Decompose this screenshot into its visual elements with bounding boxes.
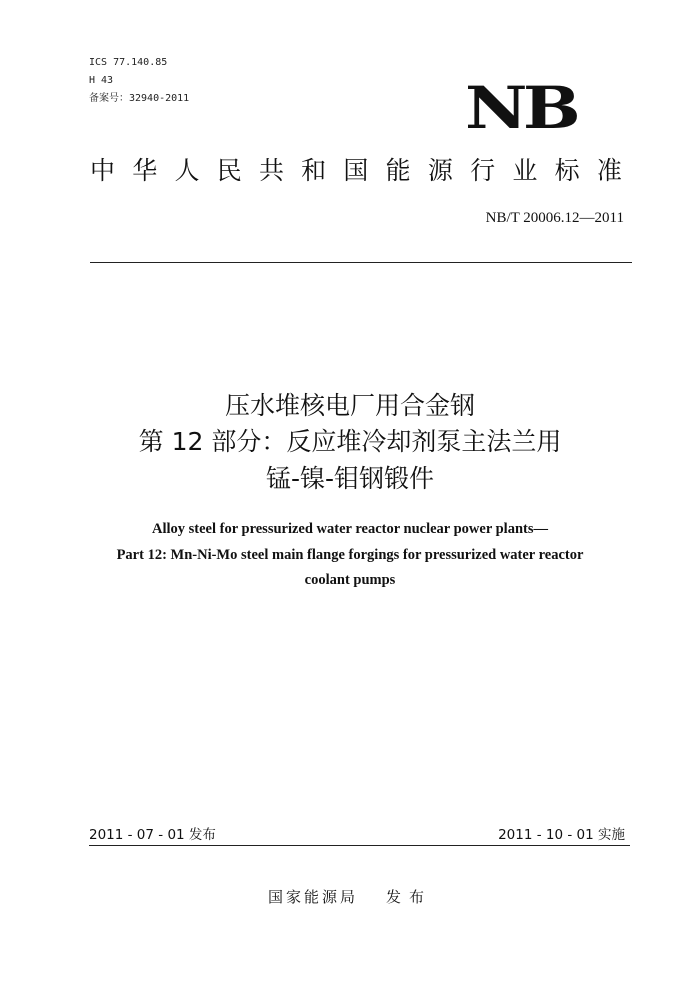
title-cn-line-2: 第 12 部分：反应堆冷却剂泵主法兰用 xyxy=(138,427,562,456)
org-title-char: 华 xyxy=(132,156,158,185)
title-en-line-2: Part 12: Mn-Ni-Mo steel main flange forgings for pressurized water reactor xyxy=(116,547,584,563)
org-title-char: 共 xyxy=(258,156,284,185)
publisher xyxy=(0,886,700,908)
org-title-char: 能 xyxy=(385,156,411,185)
header-divider xyxy=(90,262,632,263)
publisher-action: 发布 xyxy=(386,888,433,906)
filing-number: 备案号：32940-2011 xyxy=(89,93,190,104)
org-title-char: 人 xyxy=(174,156,200,185)
publisher-org: 国家能源局 xyxy=(267,888,358,906)
title-cn-line-3: 锰-镍-钼钢锻件 xyxy=(265,464,435,493)
footer-divider xyxy=(89,845,630,846)
title-en-line-3: coolant pumps xyxy=(304,572,396,588)
implementation-date: 2011 - 10 - 01 实施 xyxy=(498,827,625,843)
nb-logo: NB xyxy=(465,74,576,142)
org-title-char: 业 xyxy=(512,156,538,185)
ics-code: ICS 77.140.85 xyxy=(89,57,168,68)
org-title-char: 中 xyxy=(90,156,116,185)
issue-date: 2011 - 07 - 01 发布 xyxy=(89,827,216,843)
org-title-char: 行 xyxy=(470,156,496,185)
org-title-char: 标 xyxy=(554,156,580,185)
title-en-line-1: Alloy steel for pressurized water reactor nuclear power plants— xyxy=(151,521,548,537)
org-title-char: 源 xyxy=(427,156,453,185)
org-title-char: 准 xyxy=(596,156,622,185)
org-title-char: 民 xyxy=(216,156,242,185)
org-title-char: 和 xyxy=(301,156,327,185)
ccs-code: H 43 xyxy=(89,75,114,86)
standard-org-title xyxy=(90,154,622,188)
org-title-char: 国 xyxy=(343,156,369,185)
standard-number: NB/T 20006.12—2011 xyxy=(485,210,624,226)
title-cn-line-1: 压水堆核电厂用合金钢 xyxy=(224,391,475,420)
